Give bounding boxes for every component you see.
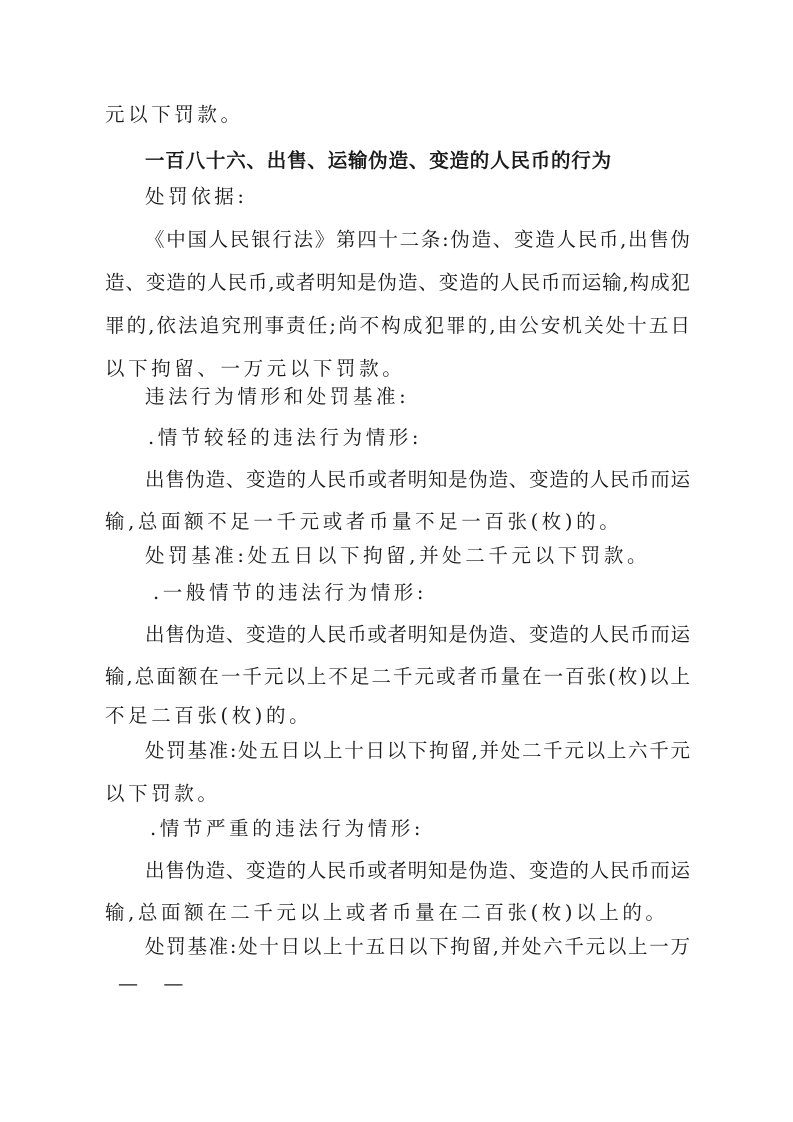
paragraph-line: 元以下罚款。: [105, 103, 244, 126]
section-heading: 一百八十六、出售、运输伪造、变造的人民币的行为: [145, 149, 612, 172]
paragraph-line: .情节严重的违法行为情形:: [150, 817, 425, 840]
paragraph-line: 《中国人民银行法》第四十二条:伪造、变造人民币,出售伪: [145, 228, 690, 251]
paragraph-line: 处罚依据:: [145, 185, 248, 208]
paragraph-line: 出售伪造、变造的人民币或者明知是伪造、变造的人民币而运: [145, 623, 690, 646]
paragraph-line: 输,总面额在一千元以上不足二千元或者币量在一百张(枚)以上: [105, 665, 690, 688]
paragraph-line: 以下罚款。: [105, 782, 221, 805]
paragraph-line: 不足二百张(枚)的。: [105, 704, 313, 727]
paragraph-line: 处罚基准:处十日以上十五日以下拘留,并处六千元以上一万: [145, 935, 690, 958]
paragraph-line: 处罚基准:处五日以下拘留,并处二千元以下罚款。: [145, 544, 651, 567]
paragraph-line: 输,总面额在二千元以上或者币量在二百张(枚)以上的。: [105, 901, 669, 924]
paragraph-line: 罪的,依法追究刑事责任;尚不构成犯罪的,由公安机关处十五日: [105, 314, 690, 337]
paragraph-line: 处罚基准:处五日以上十日以下拘留,并处二千元以上六千元: [145, 739, 690, 762]
paragraph-line: 输,总面额不足一千元或者币量不足一百张(枚)的。: [105, 510, 623, 533]
paragraph-line: 出售伪造、变造的人民币或者明知是伪造、变造的人民币而运: [145, 468, 690, 491]
paragraph-line: .情节较轻的违法行为情形:: [148, 426, 423, 449]
page-number-footer: — —: [118, 971, 184, 995]
paragraph-line: 违法行为情形和处罚基准:: [145, 385, 410, 408]
paragraph-line: .一般情节的违法行为情形:: [153, 581, 428, 604]
paragraph-line: 造、变造的人民币,或者明知是伪造、变造的人民币而运输,构成犯: [105, 271, 690, 294]
paragraph-line: 出售伪造、变造的人民币或者明知是伪造、变造的人民币而运: [145, 859, 690, 882]
paragraph-line: 以下拘留、一万元以下罚款。: [105, 357, 406, 380]
